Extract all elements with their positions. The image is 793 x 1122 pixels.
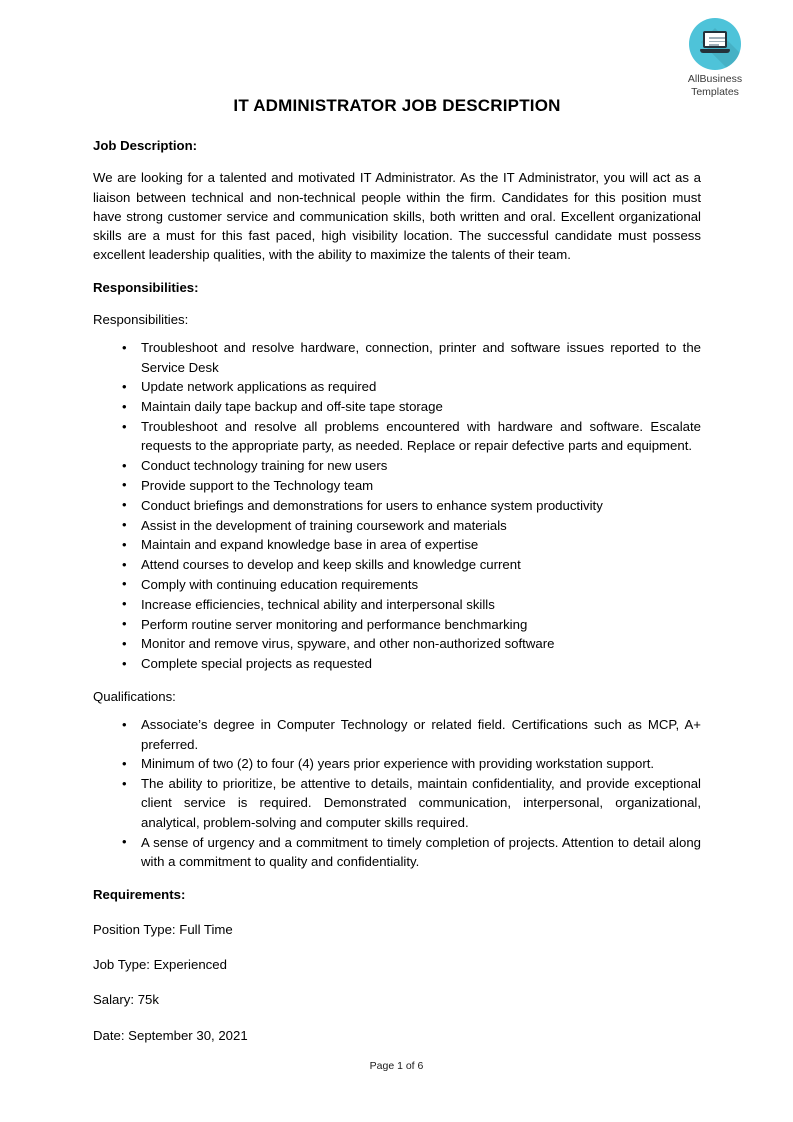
responsibilities-label: Responsibilities: bbox=[93, 312, 189, 328]
qualifications-list bbox=[93, 715, 701, 871]
list-item: • Comply with continuing education requirements bbox=[93, 575, 701, 594]
job-description-heading: Job Description: bbox=[93, 138, 198, 153]
laptop-screen-line bbox=[709, 37, 725, 39]
page-number-label: Page 1 of 6 bbox=[369, 1060, 424, 1072]
list-item: • Assist in the development of training coursework and materials bbox=[93, 516, 701, 535]
laptop-screen bbox=[703, 31, 727, 48]
responsibilities-heading: Responsibilities: bbox=[93, 279, 199, 295]
logo-brand-line-1: AllBusiness bbox=[687, 73, 743, 85]
laptop-base bbox=[700, 49, 730, 53]
requirement-position-type: Position Type: Full Time bbox=[93, 921, 233, 937]
list-item: • Perform routine server monitoring and performance benchmarking bbox=[93, 615, 701, 634]
list-item: • Conduct technology training for new users bbox=[93, 456, 701, 475]
requirements-heading: Requirements: bbox=[93, 886, 186, 902]
job-description-paragraph: We are looking for a talented and motivated IT Administrator. As the IT Administrator, you will act as a liaison between technical and non-technical people within the firm. Candidates for this position must have strong customer service and communication skills, both written and oral. Excellent organizational skills are a must for this fast paced, high visibility location. The successful candidate must possess excellent leadership qualities, with the ability to maximize the talents of their team. bbox=[93, 170, 701, 263]
list-item: • Troubleshoot and resolve all problems encountered with hardware and software. Escalate requests to the appropriate party, as needed. Replace or repair defective parts and equipment. bbox=[93, 417, 701, 456]
requirement-salary: Salary: 75k bbox=[93, 992, 159, 1008]
logo-brand-line-2: Templates bbox=[691, 85, 739, 98]
list-item: • A sense of urgency and a commitment to timely completion of projects. Attention to detail along with a commitment to quality and confidentiality. bbox=[93, 833, 701, 872]
responsibilities-list bbox=[93, 338, 701, 673]
laptop-glyph bbox=[700, 31, 730, 57]
list-item: • Minimum of two (2) to four (4) years prior experience with providing workstation support. bbox=[93, 754, 701, 773]
list-item: • Complete special projects as requested bbox=[93, 654, 701, 673]
laptop-screen-line bbox=[709, 44, 719, 46]
page-title: IT ADMINISTRATOR JOB DESCRIPTION bbox=[233, 96, 561, 115]
list-item: • Attend courses to develop and keep skills and knowledge current bbox=[93, 555, 701, 574]
list-item: • Troubleshoot and resolve hardware, connection, printer and software issues reported to the Service Desk bbox=[93, 338, 701, 377]
requirement-job-type: Job Type: Experienced bbox=[93, 957, 227, 973]
list-item: • Associate’s degree in Computer Technology or related field. Certifications such as MCP, A+ preferred. bbox=[93, 715, 701, 754]
list-item: • Update network applications as required bbox=[93, 377, 701, 396]
list-item: • Monitor and remove virus, spyware, and other non-authorized software bbox=[93, 634, 701, 653]
list-item: • Increase efficiencies, technical ability and interpersonal skills bbox=[93, 595, 701, 614]
requirement-date: Date: September 30, 2021 bbox=[93, 1027, 248, 1043]
document-body bbox=[93, 0, 701, 1045]
list-item: • Maintain daily tape backup and off-site tape storage bbox=[93, 397, 701, 416]
list-item: • Conduct briefings and demonstrations for users to enhance system productivity bbox=[93, 496, 701, 515]
qualifications-label: Qualifications: bbox=[93, 688, 176, 704]
page-footer bbox=[0, 1060, 793, 1072]
laptop-screen-line bbox=[709, 41, 725, 43]
list-item: • Provide support to the Technology team bbox=[93, 476, 701, 495]
list-item: • The ability to prioritize, be attentive to details, maintain confidentiality, and provide exceptional client service is required. Demonstrated communication, interpersonal, organizational, analytical, problem-solving and computer skills required. bbox=[93, 774, 701, 832]
list-item: • Maintain and expand knowledge base in area of expertise bbox=[93, 535, 701, 554]
